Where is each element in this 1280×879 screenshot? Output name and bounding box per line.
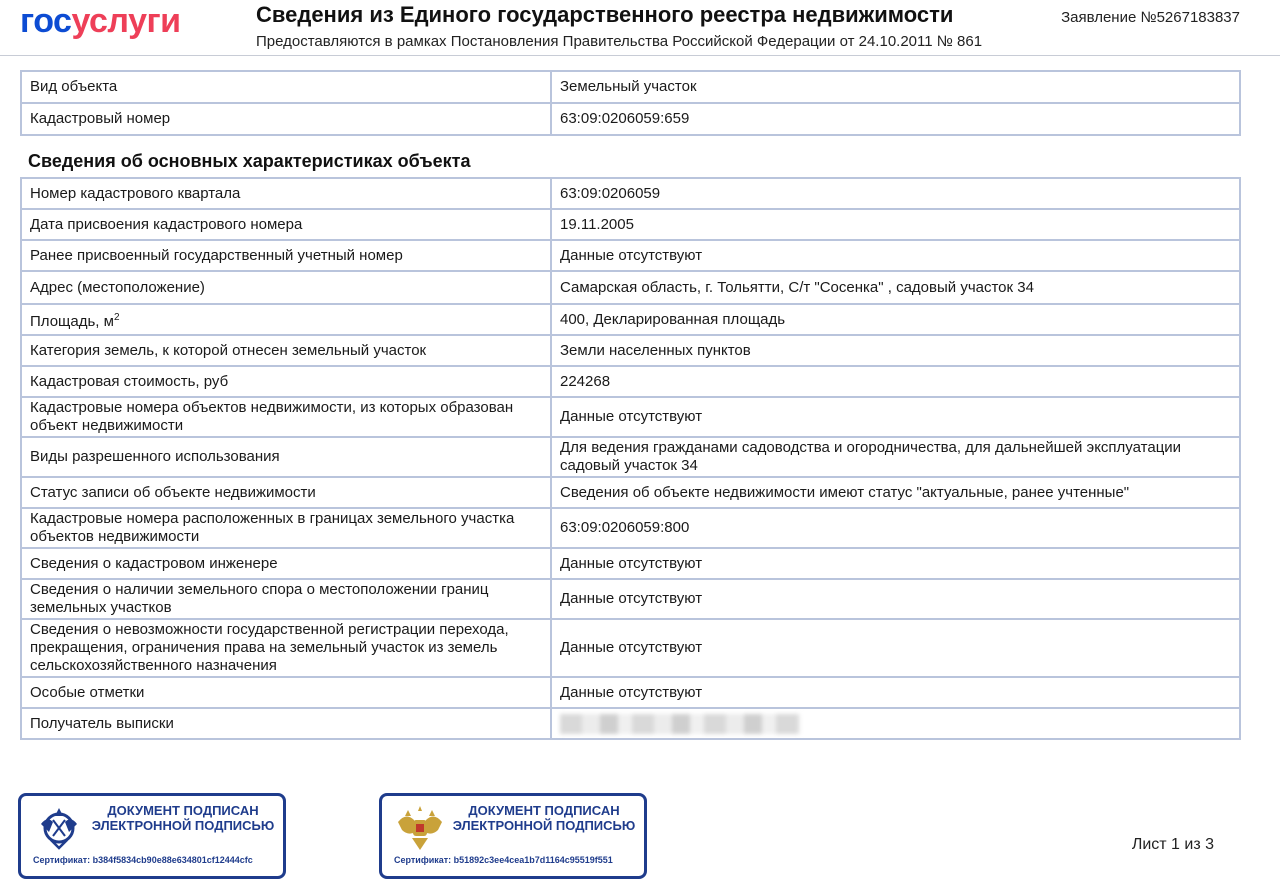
row-value: 400, Декларированная площадь <box>551 304 1240 335</box>
row-value: Земли населенных пунктов <box>551 335 1240 366</box>
table-row <box>21 304 1240 335</box>
row-label: Получатель выписки <box>21 708 551 739</box>
row-value: 19.11.2005 <box>551 209 1240 240</box>
area-unit-superscript: 2 <box>113 311 120 323</box>
gosuslugi-logo <box>20 2 181 41</box>
row-value: 63:09:0206059:800 <box>551 508 1240 548</box>
signature-stamp-1 <box>18 793 286 879</box>
row-label: Адрес (местоположение) <box>21 271 551 304</box>
section-title: Сведения об основных характеристиках объекта <box>28 151 471 171</box>
coat-of-arms-icon <box>394 802 446 854</box>
row-label <box>21 304 551 335</box>
row-value: 224268 <box>551 366 1240 397</box>
table-row <box>21 508 1240 548</box>
logo-part-uslugi: услуги <box>71 2 181 40</box>
row-label: Особые отметки <box>21 677 551 708</box>
table-row <box>21 71 1240 103</box>
row-value: Данные отсутствуют <box>551 677 1240 708</box>
table-row <box>21 477 1240 508</box>
header-divider <box>0 55 1280 56</box>
table-row <box>21 240 1240 271</box>
object-table <box>20 70 1241 136</box>
row-label: Виды разрешенного использования <box>21 437 551 477</box>
stamp-text: ДОКУМЕНТ ПОДПИСАН ЭЛЕКТРОННОЙ ПОДПИСЬЮ <box>452 803 636 833</box>
stamp-certificate: Сертификат: b51892c3ee4cea1b7d1164c95519f551 <box>394 855 613 865</box>
table-row <box>21 579 1240 619</box>
row-value <box>551 708 1240 739</box>
row-label: Кадастровый номер <box>21 103 551 135</box>
row-label: Номер кадастрового квартала <box>21 178 551 209</box>
table-row <box>21 209 1240 240</box>
row-label: Кадастровая стоимость, руб <box>21 366 551 397</box>
row-value: Данные отсутствуют <box>551 397 1240 437</box>
row-label: Кадастровые номера объектов недвижимости, из которых образован объект недвижимости <box>21 397 551 437</box>
table-row <box>21 619 1240 677</box>
row-label: Сведения о кадастровом инженере <box>21 548 551 579</box>
row-value: 63:09:0206059 <box>551 178 1240 209</box>
rosreestr-emblem-icon <box>33 802 85 854</box>
table-row <box>21 677 1240 708</box>
table-row <box>21 335 1240 366</box>
row-label: Вид объекта <box>21 71 551 103</box>
table-row <box>21 103 1240 135</box>
row-label: Ранее присвоенный государственный учетный номер <box>21 240 551 271</box>
table-row <box>21 271 1240 304</box>
application-number: Заявление №5267183837 <box>1061 9 1240 26</box>
row-label: Статус записи об объекте недвижимости <box>21 477 551 508</box>
area-label: Площадь, м <box>30 312 114 330</box>
row-value: Данные отсутствуют <box>551 579 1240 619</box>
characteristics-table <box>20 177 1241 740</box>
table-row <box>21 708 1240 739</box>
row-label: Кадастровые номера расположенных в границах земельного участка объектов недвижимости <box>21 508 551 548</box>
document-title: Сведения из Единого государственного реестра недвижимости <box>256 2 954 27</box>
row-label: Дата присвоения кадастрового номера <box>21 209 551 240</box>
redacted-recipient <box>560 714 800 734</box>
row-value: Для ведения гражданами садоводства и огородничества, для дальнейшей эксплуатации садовый участок 34 <box>551 437 1240 477</box>
table-row <box>21 178 1240 209</box>
row-value: Сведения об объекте недвижимости имеют статус "актуальные, ранее учтенные" <box>551 477 1240 508</box>
stamp-certificate: Сертификат: b384f5834cb90e88e634801cf12444cfc <box>33 855 253 865</box>
row-label: Сведения о невозможности государственной регистрации перехода, прекращения, ограничения права на земельный участок из земель сельскохозяйственного назначения <box>21 619 551 677</box>
row-value: 63:09:0206059:659 <box>551 103 1240 135</box>
row-value: Данные отсутствуют <box>551 240 1240 271</box>
document-subtitle: Предоставляются в рамках Постановления Правительства Российской Федерации от 24.10.2011 № 861 <box>256 33 983 50</box>
row-value: Данные отсутствуют <box>551 548 1240 579</box>
row-value: Земельный участок <box>551 71 1240 103</box>
page-number: Лист 1 из 3 <box>1131 836 1214 853</box>
logo-part-gos: гос <box>20 2 72 40</box>
table-row <box>21 437 1240 477</box>
row-value: Данные отсутствуют <box>551 619 1240 677</box>
row-value: Самарская область, г. Тольятти, С/т "Сосенка" , садовый участок 34 <box>551 271 1240 304</box>
row-label: Сведения о наличии земельного спора о местоположении границ земельных участков <box>21 579 551 619</box>
table-row <box>21 397 1240 437</box>
signature-stamp-2 <box>379 793 647 879</box>
table-row <box>21 548 1240 579</box>
row-label: Категория земель, к которой отнесен земельный участок <box>21 335 551 366</box>
table-row <box>21 366 1240 397</box>
stamp-text: ДОКУМЕНТ ПОДПИСАН ЭЛЕКТРОННОЙ ПОДПИСЬЮ <box>91 803 275 833</box>
